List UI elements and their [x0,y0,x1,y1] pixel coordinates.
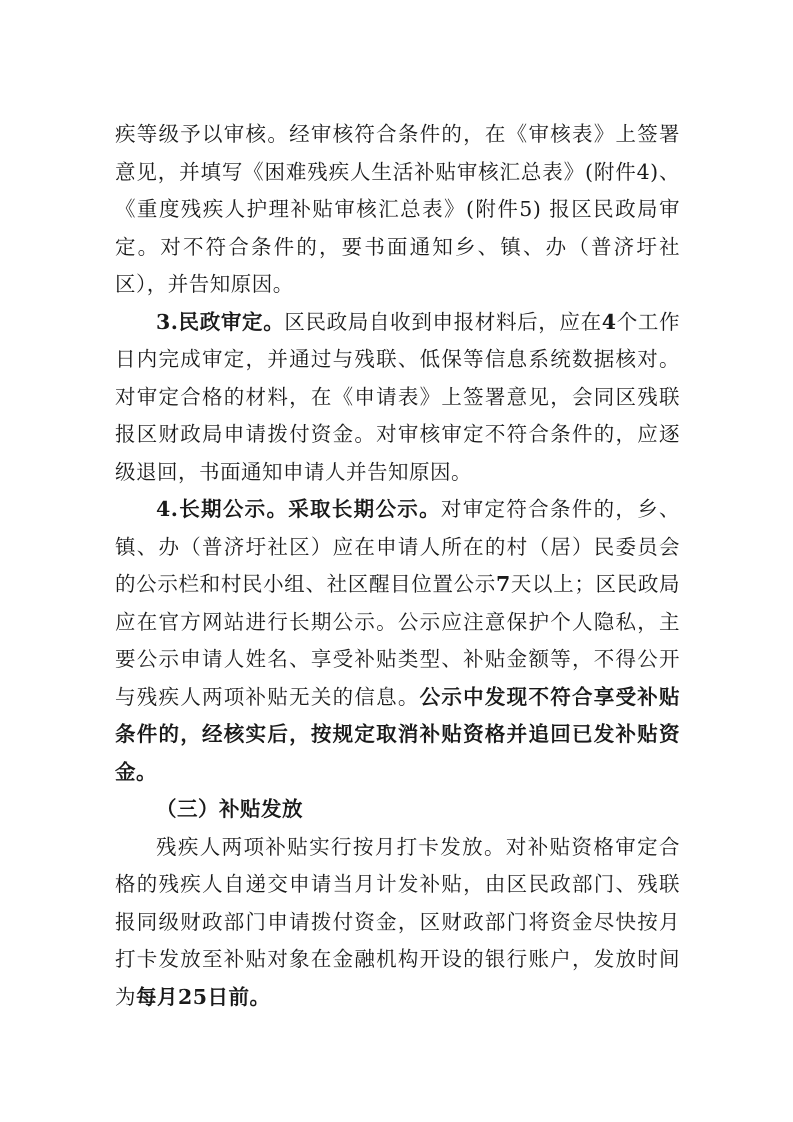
bold-statement: 每月25日前。 [136,984,271,1009]
bold-statement: 公示中发现不符合享受补贴条件的，经核实后，按规定取消补贴资格并追回已发补贴资金。 [115,684,680,784]
item-heading: 3.民政审定。 [156,309,285,334]
paragraph-text: 区民政局自收到申报材料后，应在 [284,309,602,334]
section-title-subsidy-distribution: （三）补贴发放 [156,797,303,821]
paragraph-text: 残疾人两项补贴实行按月打卡发放。对补贴资格审定合格的残疾人自递交申请当月计发补贴，由区民政部门、残联报同级财政部门申请拨付资金，区财政部门将资金尽快按月打卡发放至补贴对象在金融机构开设的银行账户，发放时间为 [115,834,680,1009]
paragraph-long-term-publicity [115,491,680,791]
document-page [115,116,680,1016]
paragraph-text: 个工作日内完成审定，并通过与残联、低保等信息系统数据核对。对审定合格的材料，在《申请表》上签署意见，会同区残联报区财政局申请拨付资金。对审核审定不符合条件的，应逐级退回，书面通知申请人并告知原因。 [115,309,681,484]
paragraph-civil-affairs-approval [115,304,680,492]
paragraph-review-continued [115,116,680,304]
paragraph-text: 疾等级予以审核。经审核符合条件的，在《审核表》上签署意见，并填写《困难残疾人生活补贴审核汇总表》(附件4)、《重度残疾人护理补贴审核汇总表》(附件5) 报区民政局审定。对不符合条件的，要书面通知乡、镇、办（普济圩社区），并告知原因。 [115,122,680,296]
paragraph-text: 天以上；区民政局应在官方网站进行长期公示。公示应注意保护个人隐私，主要公示申请人姓名、享受补贴类型、补贴金额等，不得公开与残疾人两项补贴无关的信息。 [115,572,681,709]
highlighted-number: 7 [495,572,511,596]
highlighted-number: 4 [601,309,617,334]
item-heading: 4.长期公示。采取长期公示。 [156,497,441,521]
paragraph-subsidy-distribution [115,829,680,1017]
paragraph-text: 对审定符合条件的，乡、镇、办（普济圩社区）应在申请人所在的村（居）民委员会的公示栏和村民小组、社区醒目位置公示 [115,497,681,596]
